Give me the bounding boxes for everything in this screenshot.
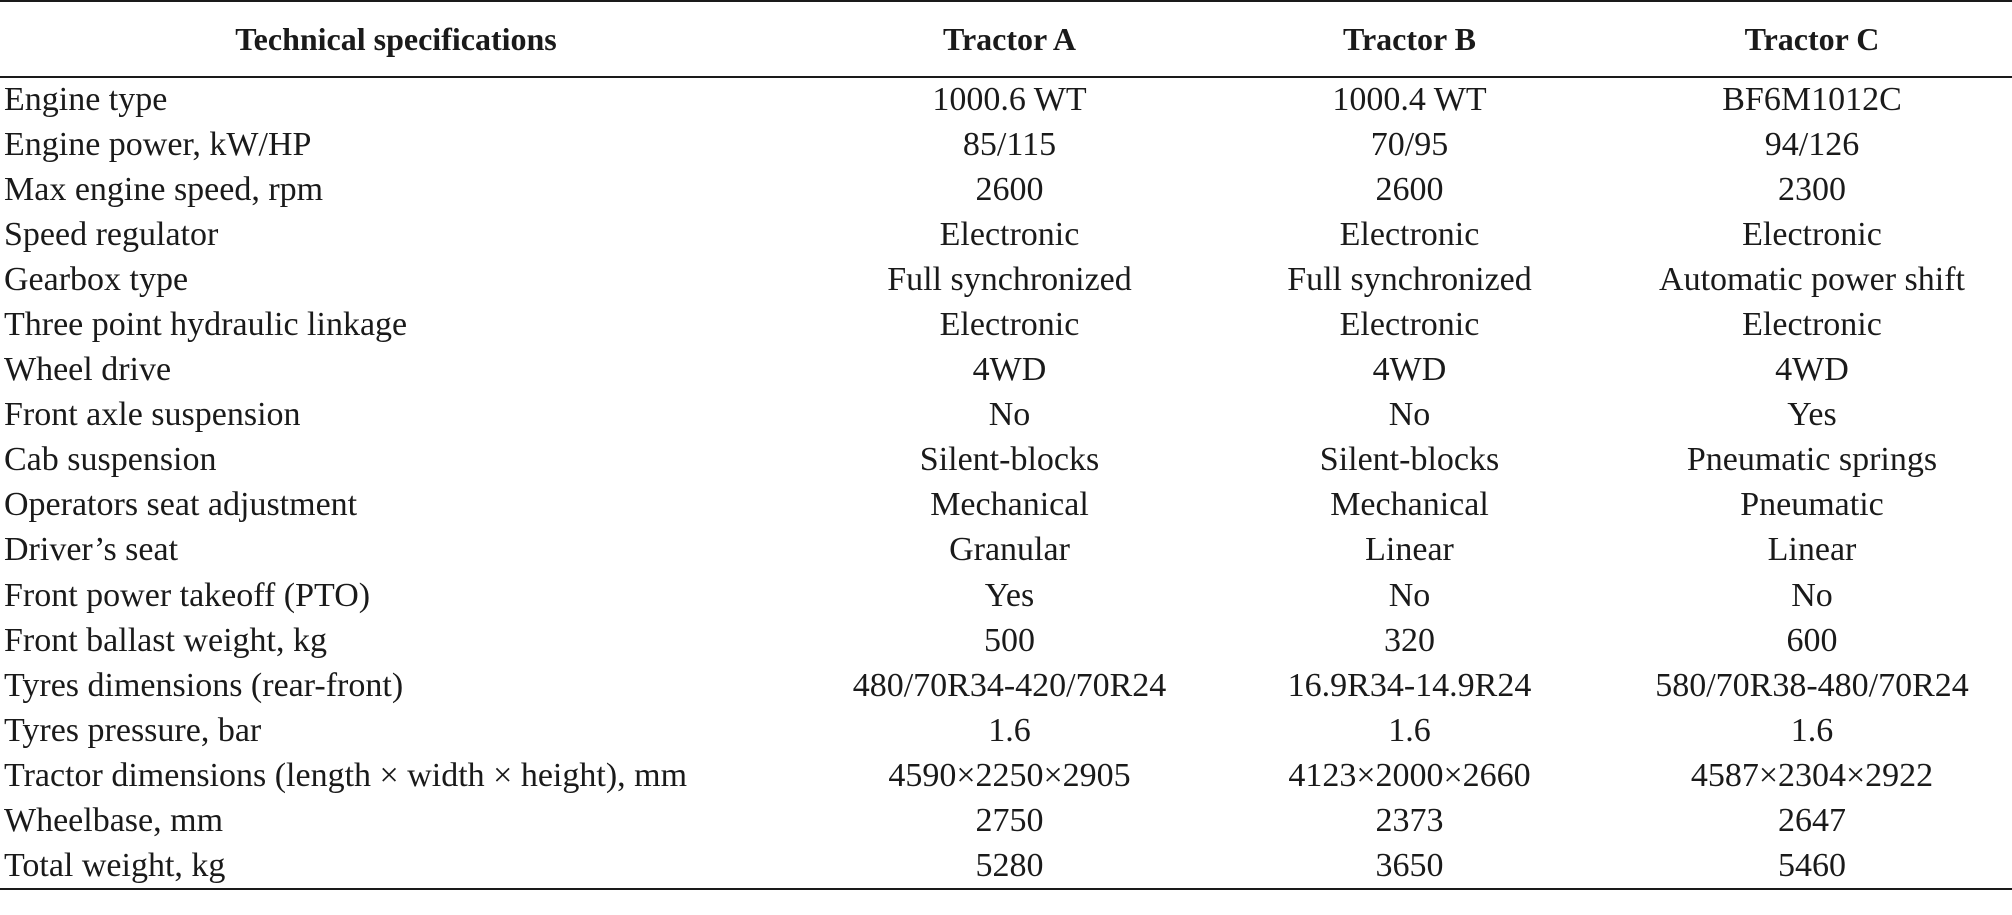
cell-tractor-a: Full synchronized (887, 260, 1132, 298)
row-label: Engine type (4, 81, 168, 119)
cell-tractor-c: 4WD (1775, 351, 1849, 389)
row-label: Front ballast weight, kg (4, 621, 327, 659)
cell-tractor-a: 1000.6 WT (932, 81, 1087, 119)
table-row (0, 483, 2012, 528)
cell-tractor-b: Linear (1365, 531, 1454, 569)
row-label: Front power takeoff (PTO) (4, 576, 371, 614)
row-label: Cab suspension (4, 441, 217, 479)
cell-tractor-b: 4WD (1372, 351, 1447, 389)
cell-tractor-a: Yes (984, 576, 1035, 614)
cell-tractor-c: Pneumatic (1740, 486, 1884, 524)
table-row (0, 573, 2012, 618)
cell-tractor-b: Electronic (1339, 306, 1480, 344)
cell-tractor-a: Granular (949, 531, 1070, 569)
table-row (0, 618, 2012, 663)
row-label: Wheelbase, mm (4, 802, 224, 840)
table-row (0, 708, 2012, 753)
table-row (0, 528, 2012, 573)
cell-tractor-a: Silent-blocks (919, 441, 1100, 479)
table-row (0, 663, 2012, 708)
cell-tractor-a: 500 (984, 621, 1035, 659)
cell-tractor-c: 1.6 (1790, 711, 1834, 749)
table-row (0, 77, 2012, 122)
cell-tractor-b: Silent-blocks (1319, 441, 1500, 479)
column-header-spec: Technical specifications (0, 1, 812, 77)
cell-tractor-b: 2600 (1375, 170, 1444, 208)
cell-tractor-b: Mechanical (1330, 486, 1489, 524)
table-row (0, 257, 2012, 302)
cell-tractor-c: 2647 (1778, 802, 1846, 840)
row-label: Tyres dimensions (rear-front) (4, 666, 404, 704)
cell-tractor-b: 320 (1384, 621, 1435, 659)
cell-tractor-a: 1.6 (988, 711, 1031, 749)
cell-tractor-c: Automatic power shift (1659, 260, 1965, 298)
table-row (0, 799, 2012, 844)
cell-tractor-a: No (988, 396, 1031, 434)
cell-tractor-a: Mechanical (930, 486, 1089, 524)
cell-tractor-c: 580/70R38-480/70R24 (1655, 666, 1969, 704)
table-row (0, 302, 2012, 347)
table-row (0, 393, 2012, 438)
cell-tractor-b: Electronic (1339, 215, 1480, 253)
row-label: Driver’s seat (4, 531, 179, 569)
cell-tractor-c: Linear (1767, 531, 1857, 569)
cell-tractor-a: 480/70R34-420/70R24 (852, 666, 1167, 704)
row-label: Speed regulator (4, 215, 219, 253)
table-row (0, 753, 2012, 798)
table-row (0, 122, 2012, 167)
row-label: Engine power, kW/HP (4, 125, 312, 163)
cell-tractor-b: 16.9R34-14.9R24 (1287, 666, 1532, 704)
cell-tractor-c: No (1791, 576, 1833, 614)
cell-tractor-c: BF6M1012C (1722, 81, 1902, 119)
cell-tractor-c: 2300 (1778, 170, 1846, 208)
row-label: Tyres pressure, bar (4, 711, 262, 749)
row-label: Three point hydraulic linkage (4, 306, 408, 344)
cell-tractor-a: 4590×2250×2905 (888, 756, 1131, 794)
row-label: Total weight, kg (0, 844, 812, 889)
cell-tractor-a: Electronic (939, 306, 1080, 344)
cell-tractor-a: Electronic (939, 215, 1080, 253)
cell-tractor-c: 4587×2304×2922 (1690, 756, 1934, 794)
cell-tractor-c: Yes (1787, 396, 1837, 434)
cell-tractor-c: Electronic (1742, 306, 1882, 344)
table-row (0, 212, 2012, 257)
cell-tractor-c: 600 (1786, 621, 1838, 659)
table-row (0, 844, 2012, 889)
column-header-tractor-c: Tractor C (1612, 1, 2012, 77)
cell-tractor-b: No (1388, 576, 1431, 614)
column-header-tractor-b: Tractor B (1207, 1, 1612, 77)
cell-tractor-b: 1.6 (1388, 711, 1431, 749)
cell-tractor-b: 1000.4 WT (1332, 81, 1487, 119)
cell-tractor-b: No (1388, 396, 1431, 434)
cell-tractor-a: 2600 (975, 170, 1044, 208)
row-label: Gearbox type (4, 260, 189, 298)
cell-tractor-b: 70/95 (1370, 125, 1449, 163)
cell-tractor-c: 5460 (1612, 844, 2012, 889)
table-header-row (0, 1, 2012, 77)
cell-tractor-a: 5280 (812, 844, 1207, 889)
cell-tractor-a: 85/115 (962, 125, 1057, 163)
cell-tractor-a: 4WD (972, 351, 1047, 389)
column-header-tractor-a: Tractor A (812, 1, 1207, 77)
row-label: Operators seat adjustment (4, 486, 358, 524)
cell-tractor-b: 4123×2000×2660 (1288, 756, 1531, 794)
cell-tractor-b: 2373 (1375, 802, 1444, 840)
table-row (0, 438, 2012, 483)
table-row (0, 167, 2012, 212)
cell-tractor-c: 94/126 (1764, 125, 1860, 163)
cell-tractor-b: Full synchronized (1287, 260, 1532, 298)
cell-tractor-c: Electronic (1742, 215, 1882, 253)
row-label: Front axle suspension (4, 396, 301, 434)
row-label: Max engine speed, rpm (4, 170, 324, 208)
cell-tractor-a: 2750 (975, 802, 1044, 840)
table-row (0, 348, 2012, 393)
cell-tractor-b: 3650 (1207, 844, 1612, 889)
cell-tractor-c: Pneumatic springs (1686, 441, 1938, 479)
row-label: Wheel drive (4, 351, 172, 389)
row-label: Tractor dimensions (length × width × height), mm (4, 756, 688, 794)
